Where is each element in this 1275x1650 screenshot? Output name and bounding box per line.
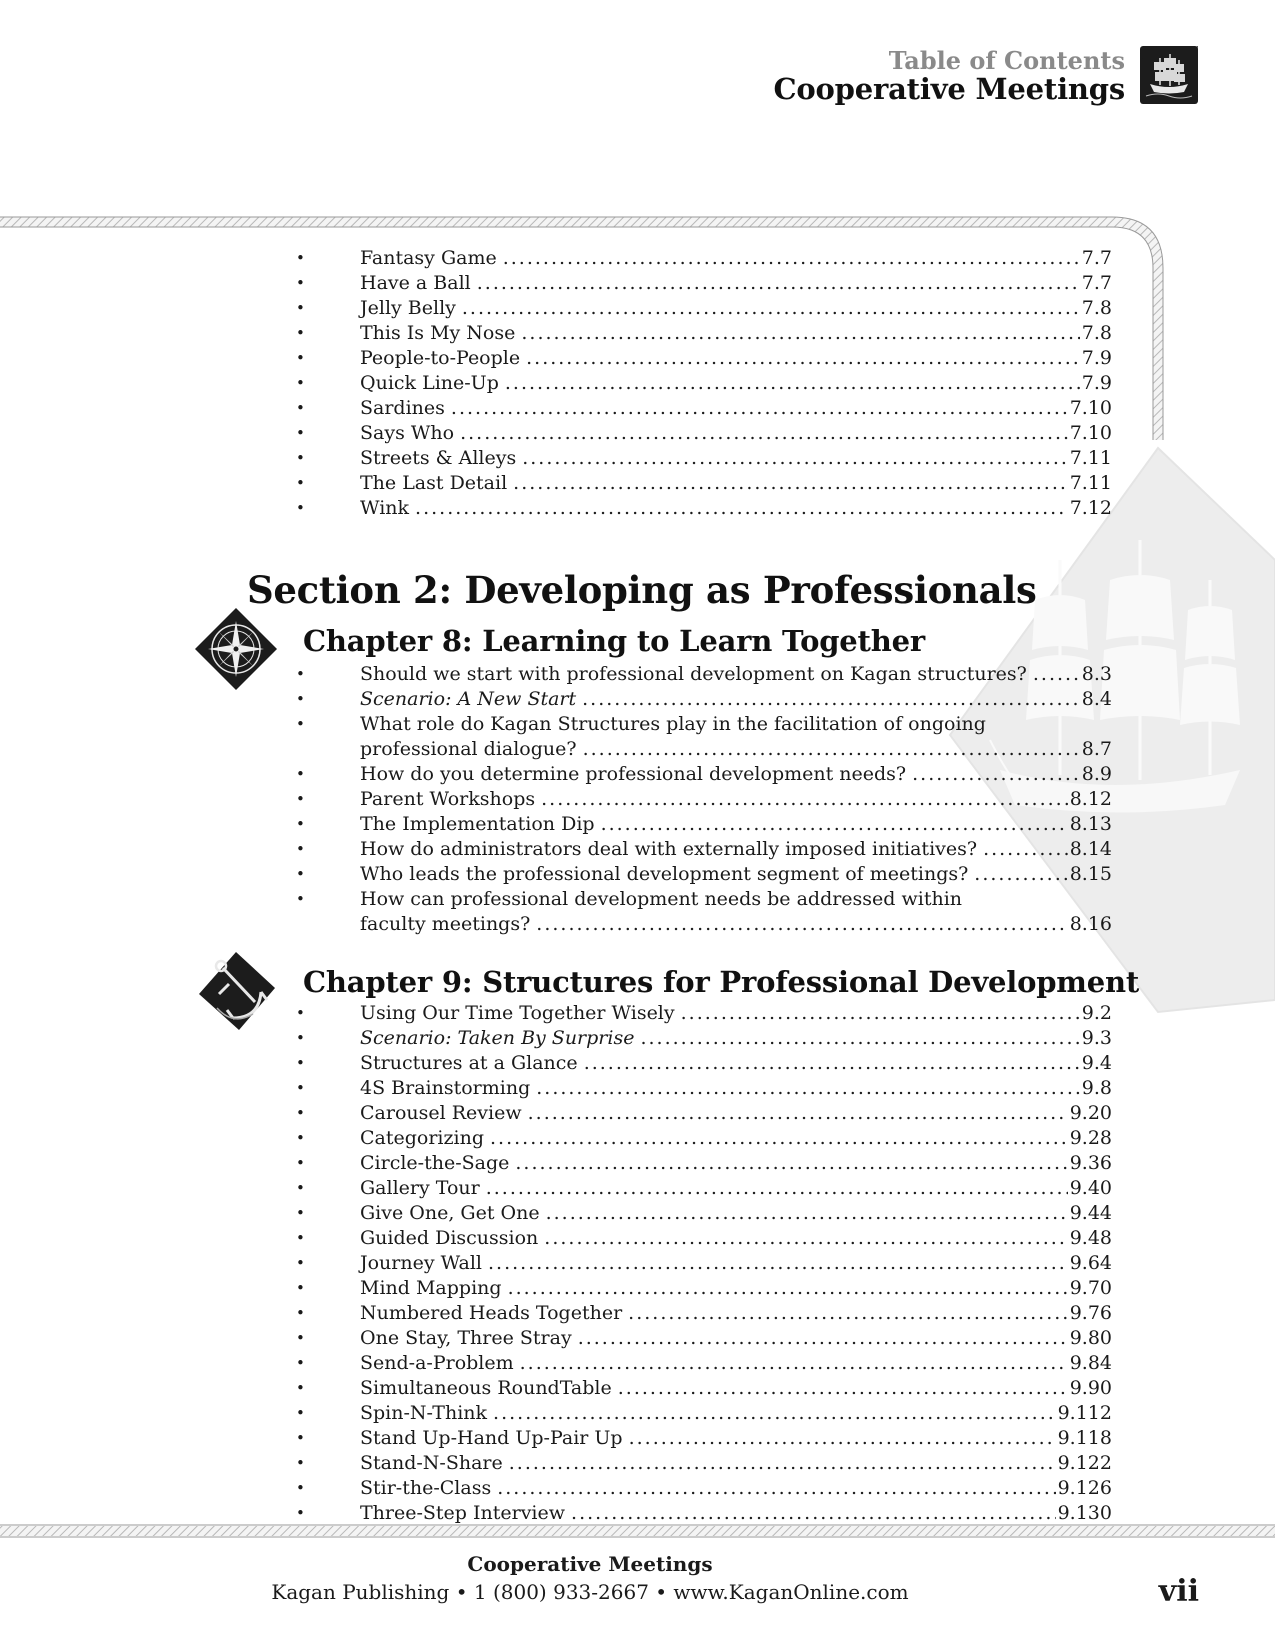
toc-entry-title: People-to-People	[360, 347, 521, 369]
toc-entry-page: 9.3	[1081, 1027, 1112, 1049]
toc-entry-title: Circle-the-Sage	[360, 1152, 510, 1174]
bullet: •	[296, 299, 305, 317]
toc-entry	[296, 1001, 1112, 1026]
toc-entry	[296, 296, 1112, 321]
toc-entry	[296, 1026, 1112, 1051]
toc-entry-page: 9.8	[1081, 1077, 1112, 1099]
toc-entry-page: 9.80	[1069, 1327, 1112, 1349]
dot-leader	[508, 1276, 1068, 1301]
toc-entry	[296, 1226, 1112, 1251]
toc-entry-page: 9.130	[1057, 1502, 1112, 1524]
dot-leader	[522, 446, 1067, 471]
dot-leader	[629, 1426, 1056, 1451]
toc-entry-page: 7.9	[1081, 372, 1112, 394]
dot-leader	[536, 1076, 1080, 1101]
chapter-8-title: Chapter 8: Learning to Learn Together	[303, 624, 925, 658]
toc-list-chapter8	[296, 662, 1112, 937]
dot-leader	[912, 762, 1080, 787]
dot-leader	[503, 246, 1080, 271]
toc-entry-page: 9.126	[1057, 1477, 1112, 1499]
bullet: •	[296, 449, 305, 467]
toc-entry-page: 7.7	[1081, 247, 1112, 269]
bullet: •	[296, 715, 305, 733]
anchor-icon	[193, 948, 279, 1034]
toc-entry	[296, 1176, 1112, 1201]
bullet: •	[296, 1104, 305, 1122]
bullet: •	[296, 865, 305, 883]
dot-leader	[497, 1476, 1055, 1501]
dot-leader	[546, 1201, 1068, 1226]
toc-entry-page: 9.64	[1069, 1252, 1112, 1274]
dot-leader	[582, 687, 1080, 712]
dot-leader	[462, 296, 1080, 321]
dot-leader	[460, 421, 1068, 446]
bullet: •	[296, 1454, 305, 1472]
dot-leader	[640, 1026, 1079, 1051]
toc-entry	[296, 862, 1112, 887]
toc-entry	[296, 1376, 1112, 1401]
toc-entry-title-continued: professional dialogue?	[360, 738, 577, 760]
toc-entry-title: Wink	[360, 497, 410, 519]
toc-entry	[296, 837, 1112, 862]
toc-entry	[296, 787, 1112, 812]
dot-leader	[526, 346, 1080, 371]
section-title: Section 2: Developing as Professionals	[247, 568, 1037, 612]
toc-entry-page: 9.84	[1069, 1352, 1112, 1374]
bullet: •	[296, 1004, 305, 1022]
toc-entry	[296, 1276, 1112, 1301]
bullet: •	[296, 374, 305, 392]
dot-leader	[681, 1001, 1080, 1026]
bullet: •	[296, 1379, 305, 1397]
toc-entry-title: Three-Step Interview	[360, 1502, 566, 1524]
dot-leader	[601, 812, 1068, 837]
rope-border-bottom	[0, 1526, 1275, 1536]
toc-entry-page: 8.16	[1069, 913, 1112, 935]
bullet: •	[296, 840, 305, 858]
toc-entry-page: 9.112	[1057, 1402, 1112, 1424]
toc-entry-title: Numbered Heads Together	[360, 1302, 623, 1324]
toc-entry-page: 7.11	[1069, 447, 1112, 469]
toc-entry	[296, 446, 1112, 471]
toc-entry-title: Should we start with professional development on Kagan structures?	[360, 663, 1027, 685]
bullet: •	[296, 1079, 305, 1097]
dot-leader	[451, 396, 1068, 421]
toc-entry-title: The Last Detail	[360, 472, 508, 494]
dot-leader	[488, 1251, 1068, 1276]
toc-entry-title: Guided Discussion	[360, 1227, 539, 1249]
toc-entry	[296, 271, 1112, 296]
footer-publisher-line: Kagan Publishing • 1 (800) 933-2667 • www.KaganOnline.com	[271, 1580, 909, 1604]
toc-entry-page: 8.9	[1081, 763, 1112, 785]
bullet: •	[296, 424, 305, 442]
chapter-9-title: Chapter 9: Structures for Professional Development	[303, 965, 1140, 999]
toc-entry-page: 9.48	[1069, 1227, 1112, 1249]
toc-entry-page: 7.9	[1081, 347, 1112, 369]
toc-entry	[296, 1401, 1112, 1426]
toc-entry-page: 9.90	[1069, 1377, 1112, 1399]
toc-entry-title: Who leads the professional development segment of meetings?	[360, 863, 969, 885]
bullet: •	[296, 249, 305, 267]
dot-leader	[520, 1351, 1068, 1376]
toc-entry-title: Streets & Alleys	[360, 447, 517, 469]
toc-entry	[296, 396, 1112, 421]
toc-entry	[296, 421, 1112, 446]
toc-entry-page: 9.2	[1081, 1002, 1112, 1024]
toc-entry-page: 9.118	[1057, 1427, 1112, 1449]
bullet: •	[296, 1204, 305, 1222]
header-title: Cooperative Meetings	[773, 72, 1125, 106]
toc-entry-page: 8.7	[1081, 738, 1112, 760]
toc-entry-title: Quick Line-Up	[360, 372, 499, 394]
toc-entry-page: 7.7	[1081, 272, 1112, 294]
dot-leader	[477, 271, 1080, 296]
toc-entry-title: Stir-the-Class	[360, 1477, 492, 1499]
dot-leader	[584, 1051, 1080, 1076]
toc-entry-title: Using Our Time Together Wisely	[360, 1002, 675, 1024]
dot-leader	[541, 787, 1068, 812]
toc-entry	[296, 246, 1112, 271]
toc-entry	[296, 1201, 1112, 1226]
bullet: •	[296, 690, 305, 708]
bullet: •	[296, 1029, 305, 1047]
bullet: •	[296, 815, 305, 833]
bullet: •	[296, 1329, 305, 1347]
dot-leader	[578, 1326, 1068, 1351]
toc-entry-page: 9.40	[1069, 1177, 1112, 1199]
toc-list-chapter9	[296, 1001, 1112, 1526]
toc-entry-title: Structures at a Glance	[360, 1052, 578, 1074]
toc-entry-title: Gallery Tour	[360, 1177, 480, 1199]
bullet: •	[296, 474, 305, 492]
toc-entry-title: One Stay, Three Stray	[360, 1327, 572, 1349]
toc-entry-title: Have a Ball	[360, 272, 471, 294]
toc-entry	[296, 1351, 1112, 1376]
toc-entry	[296, 1051, 1112, 1076]
header-subtitle: Table of Contents	[888, 46, 1125, 75]
toc-entry-page: 9.122	[1057, 1452, 1112, 1474]
toc-entry-title: Stand-N-Share	[360, 1452, 503, 1474]
toc-entry-title: Fantasy Game	[360, 247, 497, 269]
toc-entry	[296, 687, 1112, 712]
toc-entry	[296, 471, 1112, 496]
toc-entry	[296, 662, 1112, 687]
toc-entry-title: Jelly Belly	[360, 297, 456, 319]
toc-entry-page: 8.12	[1069, 788, 1112, 810]
toc-entry-title: Says Who	[360, 422, 455, 444]
dot-leader	[513, 471, 1068, 496]
toc-entry	[296, 1451, 1112, 1476]
toc-entry-title: How can professional development needs be addressed within	[360, 888, 963, 910]
toc-entry-title: How do you determine professional development needs?	[360, 763, 907, 785]
dot-leader	[571, 1501, 1056, 1526]
bullet: •	[296, 349, 305, 367]
toc-entry-page: 9.70	[1069, 1277, 1112, 1299]
dot-leader	[493, 1401, 1056, 1426]
toc-entry-title-continued: faculty meetings?	[360, 913, 531, 935]
bullet: •	[296, 324, 305, 342]
dot-leader	[515, 1151, 1067, 1176]
bullet: •	[296, 1354, 305, 1372]
toc-entry	[296, 371, 1112, 396]
bullet: •	[296, 1229, 305, 1247]
bullet: •	[296, 399, 305, 417]
toc-entry-title: This Is My Nose	[360, 322, 516, 344]
bullet: •	[296, 1179, 305, 1197]
dot-leader	[521, 321, 1079, 346]
toc-entry	[296, 321, 1112, 346]
bullet: •	[296, 499, 305, 517]
bullet: •	[296, 1504, 305, 1522]
toc-entry-page: 8.15	[1069, 863, 1112, 885]
toc-entry-page: 8.14	[1069, 838, 1112, 860]
bullet: •	[296, 1129, 305, 1147]
toc-entry-title: Spin-N-Think	[360, 1402, 488, 1424]
toc-entry-title: Mind Mapping	[360, 1277, 502, 1299]
dot-leader	[974, 862, 1067, 887]
toc-entry	[296, 496, 1112, 521]
toc-entry-title: The Implementation Dip	[360, 813, 595, 835]
toc-entry-title: Give One, Get One	[360, 1202, 540, 1224]
toc-entry	[296, 712, 1112, 762]
toc-entry-title: Scenario: A New Start	[360, 688, 577, 710]
bullet: •	[296, 1479, 305, 1497]
toc-entry	[296, 1101, 1112, 1126]
toc-entry	[296, 1476, 1112, 1501]
dot-leader	[490, 1126, 1068, 1151]
bullet: •	[296, 665, 305, 683]
toc-entry-title: Parent Workshops	[360, 788, 536, 810]
toc-entry	[296, 1326, 1112, 1351]
toc-entry	[296, 1301, 1112, 1326]
dot-leader	[544, 1226, 1067, 1251]
toc-entry-page: 7.8	[1081, 322, 1112, 344]
toc-entry	[296, 1251, 1112, 1276]
toc-entry-page: 7.10	[1069, 397, 1112, 419]
toc-entry	[296, 1501, 1112, 1526]
toc-entry-page: 9.44	[1069, 1202, 1112, 1224]
dot-leader	[486, 1176, 1068, 1201]
toc-entry-page: 7.12	[1069, 497, 1112, 519]
dot-leader	[536, 912, 1067, 937]
toc-entry-page: 7.11	[1069, 472, 1112, 494]
bullet: •	[296, 1279, 305, 1297]
toc-entry-page: 7.10	[1069, 422, 1112, 444]
bullet: •	[296, 790, 305, 808]
toc-entry-page: 9.20	[1069, 1102, 1112, 1124]
compass-rose-icon	[193, 606, 279, 692]
bullet: •	[296, 1404, 305, 1422]
toc-entry-title: Stand Up-Hand Up-Pair Up	[360, 1427, 623, 1449]
ship-logo-icon	[1138, 44, 1200, 106]
bullet: •	[296, 765, 305, 783]
toc-entry-title: Categorizing	[360, 1127, 484, 1149]
bullet: •	[296, 274, 305, 292]
bullet: •	[296, 1429, 305, 1447]
toc-entry-title: Journey Wall	[360, 1252, 482, 1274]
toc-entry-page: 9.4	[1081, 1052, 1112, 1074]
page-number: vii	[1158, 1574, 1199, 1609]
dot-leader	[415, 496, 1068, 521]
toc-entry-title: Send-a-Problem	[360, 1352, 514, 1374]
bullet: •	[296, 1154, 305, 1172]
bullet: •	[296, 1304, 305, 1322]
dot-leader	[505, 371, 1080, 396]
toc-entry	[296, 1151, 1112, 1176]
toc-entry	[296, 1126, 1112, 1151]
toc-entry-page: 9.76	[1069, 1302, 1112, 1324]
toc-entry-page: 9.28	[1069, 1127, 1112, 1149]
toc-entry-title: What role do Kagan Structures play in the facilitation of ongoing	[360, 713, 986, 735]
dot-leader	[1033, 662, 1080, 687]
dot-leader	[618, 1376, 1068, 1401]
toc-entry-page: 9.36	[1069, 1152, 1112, 1174]
toc-entry	[296, 887, 1112, 937]
toc-entry-page: 7.8	[1081, 297, 1112, 319]
toc-entry-title: Simultaneous RoundTable	[360, 1377, 612, 1399]
toc-entry-page: 8.3	[1081, 663, 1112, 685]
dot-leader	[628, 1301, 1068, 1326]
toc-entry-page: 8.13	[1069, 813, 1112, 835]
toc-entry-title: How do administrators deal with externally imposed initiatives?	[360, 838, 978, 860]
dot-leader	[528, 1101, 1068, 1126]
toc-entry-title: 4S Brainstorming	[360, 1077, 531, 1099]
bullet: •	[296, 890, 305, 908]
toc-entry	[296, 812, 1112, 837]
bullet: •	[296, 1254, 305, 1272]
toc-entry-title: Carousel Review	[360, 1102, 522, 1124]
toc-entry	[296, 346, 1112, 371]
toc-entry	[296, 762, 1112, 787]
footer-title: Cooperative Meetings	[467, 1552, 713, 1576]
dot-leader	[509, 1451, 1056, 1476]
toc-entry-title: Scenario: Taken By Surprise	[360, 1027, 635, 1049]
toc-list-chapter7	[296, 246, 1112, 521]
toc-entry	[296, 1076, 1112, 1101]
toc-entry-title: Sardines	[360, 397, 445, 419]
toc-entry	[296, 1426, 1112, 1451]
dot-leader	[983, 837, 1068, 862]
toc-entry-page: 8.4	[1081, 688, 1112, 710]
dot-leader	[583, 737, 1080, 762]
bullet: •	[296, 1054, 305, 1072]
